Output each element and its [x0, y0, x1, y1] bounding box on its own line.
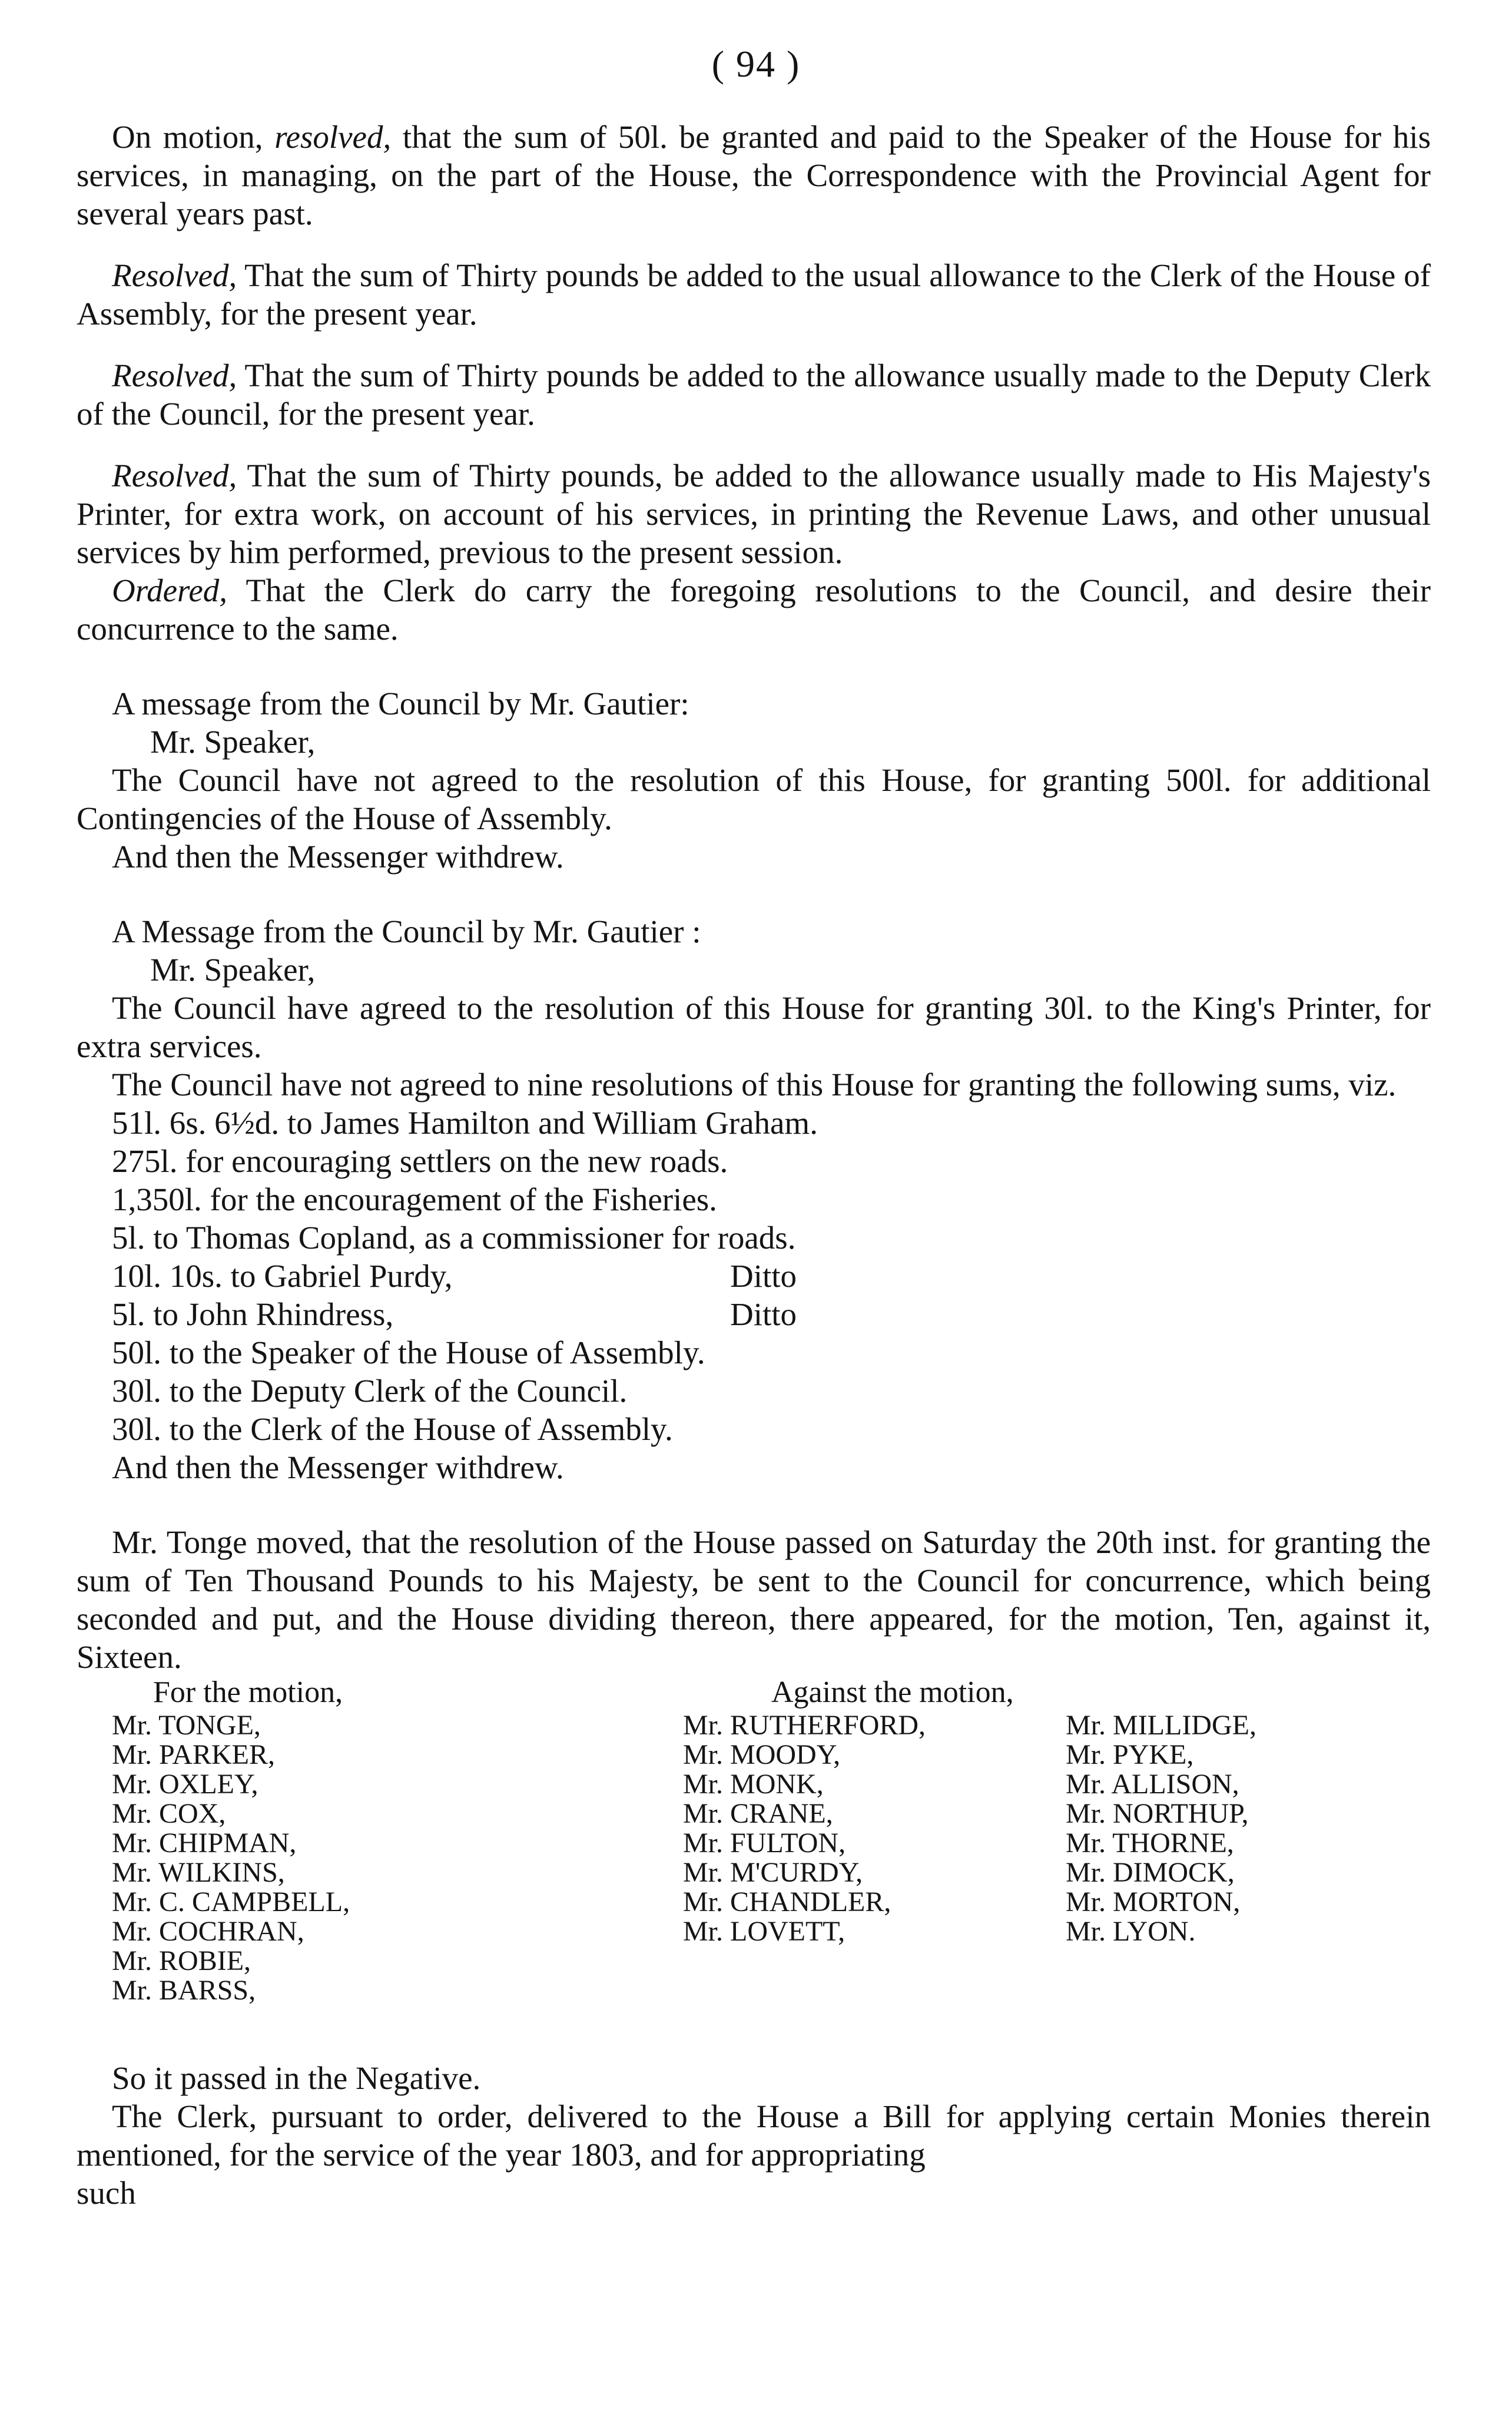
member-name: Mr. OXLEY,: [112, 1769, 258, 1800]
message2-salutation: Mr. Speaker,: [150, 952, 316, 988]
paragraph-text: That the sum of Thirty pounds be added to the allowance usually made to the Deputy Clerk of the Council, for the present year.: [77, 357, 1431, 432]
member-name: Mr. MILLIDGE,: [1066, 1710, 1256, 1741]
list-item-text: 10l. 10s. to Gabriel Purdy,: [112, 1258, 453, 1294]
member-name: Mr. ALLISON,: [1066, 1769, 1239, 1800]
resolved-label: resolved,: [274, 119, 392, 155]
ditto-mark: Ditto: [730, 1258, 797, 1294]
list-item: 30l. to the Deputy Clerk of the Council.: [112, 1373, 628, 1409]
on-motion-label: On motion,: [112, 119, 263, 155]
member-name: Mr. CHANDLER,: [683, 1886, 891, 1918]
division-result: So it passed in the Negative.: [112, 2060, 481, 2096]
page-number: ( 94 ): [711, 43, 801, 85]
member-name: Mr. BARSS,: [112, 1975, 256, 2006]
paragraph-printer: [77, 456, 1431, 571]
member-name: Mr. LYON.: [1066, 1916, 1196, 1947]
paragraph-ordered: [77, 571, 1431, 648]
message1-body: The Council have not agreed to the resolution of this House, for granting 500l. for additional Contingencies of the House of Assembly.: [77, 762, 1431, 836]
member-name: Mr. TONGE,: [112, 1710, 261, 1741]
member-name: Mr. WILKINS,: [112, 1857, 285, 1888]
ditto-mark: Ditto: [730, 1296, 797, 1332]
member-name: Mr. M'CURDY,: [683, 1857, 863, 1888]
list-item: 1,350l. for the encouragement of the Fisheries.: [112, 1181, 717, 1217]
list-item: 51l. 6s. 6½d. to James Hamilton and William Graham.: [112, 1105, 818, 1141]
list-item: 275l. for encouraging settlers on the new roads.: [112, 1143, 728, 1179]
member-name: Mr. FULTON,: [683, 1827, 846, 1859]
member-name: Mr. CHIPMAN,: [112, 1827, 297, 1859]
list-item: 5l. to Thomas Copland, as a commissioner for roads.: [112, 1220, 796, 1256]
member-name: Mr. MONK,: [683, 1769, 824, 1800]
message1-salutation: Mr. Speaker,: [150, 724, 316, 760]
paragraph-text: that the sum of 50l. be granted and paid to the Speaker of the House for his services, in managing, on the part of the House, the Correspondence with the Provincial Agent for several years past.: [77, 119, 1431, 231]
list-item: [112, 1295, 1431, 1333]
member-name: Mr. NORTHUP,: [1066, 1798, 1249, 1829]
against-column-2: [1066, 1711, 1256, 1946]
member-name: Mr. THORNE,: [1066, 1827, 1234, 1859]
paragraph-text: That the sum of Thirty pounds, be added to the allowance usually made to His Majesty's Printer, for extra work, on account of his services, in printing the Revenue Laws, and other unusual services by him performed, previous to the present session.: [77, 458, 1431, 570]
against-column-1: [683, 1676, 1014, 1946]
member-name: Mr. PARKER,: [112, 1739, 275, 1770]
list-item: 30l. to the Clerk of the House of Assembly.: [112, 1411, 673, 1447]
sums-list: [77, 1104, 1431, 1448]
motion-paragraph: Mr. Tonge moved, that the resolution of the House passed on Saturday the 20th inst. for granting the sum of Ten Thousand Pounds to his Majesty, be sent to the Council for concurrence, which being seconded and put, and the House dividing thereon, there appeared, for the motion, Ten, against it, Sixteen.: [77, 1524, 1431, 1675]
message2-body-not-agreed: The Council have not agreed to nine resolutions of this House for granting the following sums, viz.: [112, 1067, 1397, 1102]
resolved-label: Resolved,: [112, 458, 237, 494]
resolved-label: Resolved,: [112, 357, 237, 393]
message1-close: And then the Messenger withdrew.: [112, 839, 564, 875]
list-item: [112, 1257, 1431, 1295]
ordered-label: Ordered,: [112, 572, 228, 608]
division-list: [77, 1676, 1431, 2059]
member-name: Mr. LOVETT,: [683, 1916, 845, 1947]
paragraph-clerk-allowance: [77, 256, 1431, 333]
resolved-label: Resolved,: [112, 257, 237, 293]
paragraph-text: That the sum of Thirty pounds be added to the usual allowance to the Clerk of the House of Assembly, for the present year.: [77, 257, 1431, 332]
member-name: Mr. RUTHERFORD,: [683, 1710, 926, 1741]
for-header: For the motion,: [153, 1676, 343, 1709]
member-name: Mr. PYKE,: [1066, 1739, 1194, 1770]
message2-close: And then the Messenger withdrew.: [112, 1449, 564, 1485]
final-paragraph: The Clerk, pursuant to order, delivered to the House a Bill for applying certain Monies therein mentioned, for the service of the year 1803, and for appropriating: [77, 2098, 1431, 2173]
message1-intro: A message from the Council by Mr. Gautier:: [112, 686, 689, 721]
message2-intro: A Message from the Council by Mr. Gautier :: [112, 913, 701, 949]
list-item-text: 5l. to John Rhindress,: [112, 1296, 394, 1332]
paragraph-speaker-grant: [77, 118, 1431, 233]
member-name: Mr. MOODY,: [683, 1739, 841, 1770]
member-name: Mr. COCHRAN,: [112, 1916, 304, 1947]
member-name: Mr. CRANE,: [683, 1798, 833, 1829]
page-body: [77, 118, 1431, 2212]
member-name: Mr. DIMOCK,: [1066, 1857, 1235, 1888]
member-name: Mr. COX,: [112, 1798, 226, 1829]
paragraph-text: That the Clerk do carry the foregoing resolutions to the Council, and desire their concurrence to the same.: [77, 572, 1431, 647]
for-column: [112, 1676, 350, 2005]
member-name: Mr. ROBIE,: [112, 1945, 251, 1976]
catchword: such: [77, 2175, 136, 2211]
paragraph-deputy-clerk: [77, 356, 1431, 433]
against-header: Against the motion,: [771, 1676, 1014, 1709]
message2-body-agreed: The Council have agreed to the resolution of this House for granting 30l. to the King's Printer, for extra services.: [77, 990, 1431, 1064]
member-name: Mr. MORTON,: [1066, 1886, 1241, 1918]
list-item: 50l. to the Speaker of the House of Assembly.: [112, 1335, 705, 1370]
member-name: Mr. C. CAMPBELL,: [112, 1886, 350, 1918]
